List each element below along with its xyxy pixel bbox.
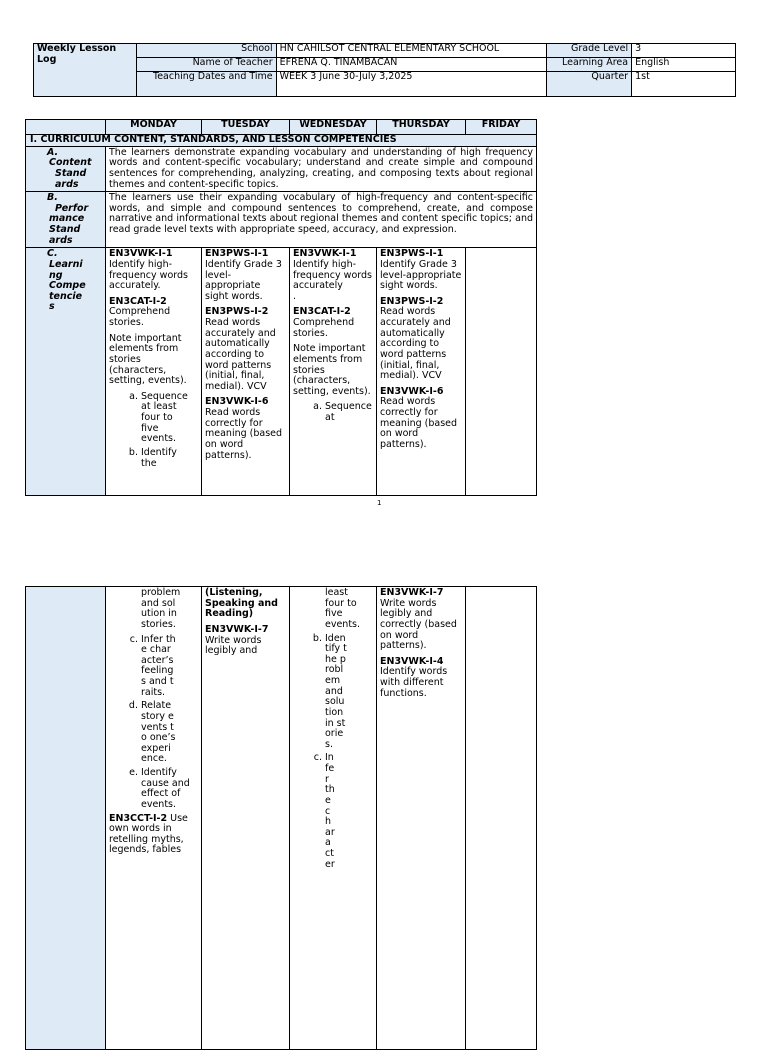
day-wednesday: WEDNESDAY bbox=[290, 120, 377, 135]
thursday-competencies-continued: EN3VWK-I-7 Write words legibly and correctly (based on word patterns). EN3VWK-I-4 Identify words with different functions. bbox=[377, 587, 466, 1050]
day-friday: FRIDAY bbox=[466, 120, 537, 135]
page-number: 1 bbox=[377, 499, 382, 507]
area-label: Learning Area bbox=[547, 58, 632, 72]
day-thursday: THURSDAY bbox=[377, 120, 466, 135]
thursday-competencies: EN3PWS-I-1 Identify Grade 3 level-appropriate sight words. EN3PWS-I-2 Read words accurately and automatically according to word patterns (initial, final, medial). VCV EN3VWK-I-6 Read words correctly for meaning (based on word patterns). bbox=[377, 248, 466, 496]
friday-competencies-continued bbox=[466, 587, 537, 1050]
tuesday-competencies-continued: (Listening, Speaking and Reading) EN3VWK-I-7 Write words legibly and bbox=[202, 587, 290, 1050]
dates-value: WEEK 3 June 30-July 3,2025 bbox=[276, 72, 547, 97]
performance-standards-text: The learners use their expanding vocabulary of high-frequency and content-specific words, and simple and compound sentences to comprehend, create, and compose narrative and informational texts about regional themes and content specific topics; and read grade level texts with appropriate speed, accuracy, and expression. bbox=[106, 192, 537, 248]
day-monday: MONDAY bbox=[106, 120, 202, 135]
row-c-label: C. Learni ng Compe tencie s bbox=[26, 248, 106, 496]
grade-value: 3 bbox=[632, 44, 736, 58]
lesson-log-title: Weekly Lesson Log bbox=[34, 44, 137, 97]
teacher-label: Name of Teacher bbox=[136, 58, 276, 72]
corner-cell bbox=[26, 120, 106, 135]
quarter-label: Quarter bbox=[547, 72, 632, 97]
day-tuesday: TUESDAY bbox=[202, 120, 290, 135]
lesson-table-continued bbox=[25, 586, 537, 1050]
row-c-label-continued bbox=[26, 587, 106, 1050]
content-standards-text: The learners demonstrate expanding vocabulary and understanding of high frequency words and content-specific vocabulary; understand and create simple and compound sentences for comprehending, analyzing, creating, and composing texts about regional themes and content-specific topics. bbox=[106, 146, 537, 192]
grade-label: Grade Level bbox=[547, 44, 632, 58]
dates-label: Teaching Dates and Time bbox=[136, 72, 276, 97]
lesson-table bbox=[25, 119, 537, 496]
area-value: English bbox=[632, 58, 736, 72]
tuesday-competencies: EN3PWS-I-1 Identify Grade 3 level-appropriate sight words. EN3PWS-I-2 Read words accurately and automatically according to word patterns (initial, final, medial). VCV EN3VWK-I-6 Read words correctly for meaning (based on word patterns). bbox=[202, 248, 290, 496]
quarter-value: 1st bbox=[632, 72, 736, 97]
monday-competencies: EN3VWK-I-1 Identify high-frequency words accurately. EN3CAT-I-2 Comprehend stories. Note important elements from stories (characters, setting, events). a. Sequence at least four to five events. b. Identify the bbox=[106, 248, 202, 496]
teacher-value: EFRENA Q. TINAMBACAN bbox=[276, 58, 547, 72]
header-table bbox=[33, 43, 736, 97]
row-a-label: A. Content Stand ards bbox=[26, 146, 106, 192]
school-value: HN CAHILSOT CENTRAL ELEMENTARY SCHOOL bbox=[276, 44, 547, 58]
wednesday-competencies-continued: least four to five events. b. Identify the problem and solution in stories. c. Infer the character bbox=[290, 587, 377, 1050]
school-label: School bbox=[136, 44, 276, 58]
wednesday-competencies: EN3VWK-I-1 Identify high-frequency words accurately . EN3CAT-I-2 Comprehend stories. Note important elements from stories (characters, setting, events). a. Sequence at bbox=[290, 248, 377, 496]
friday-competencies bbox=[466, 248, 537, 496]
section-heading: I. CURRICULUM CONTENT, STANDARDS, AND LESSON COMPETENCIES bbox=[26, 135, 537, 147]
monday-competencies-continued: problem and solution in stories. c. Infer the character’s feelings and traits. d. Relate story events to one’s experience. e. Identify cause and effect of events. EN3CCT-I-2 Use own words in retelling myths, legends, fables bbox=[106, 587, 202, 1050]
row-b-label: B. Perfor mance Stand ards bbox=[26, 192, 106, 248]
